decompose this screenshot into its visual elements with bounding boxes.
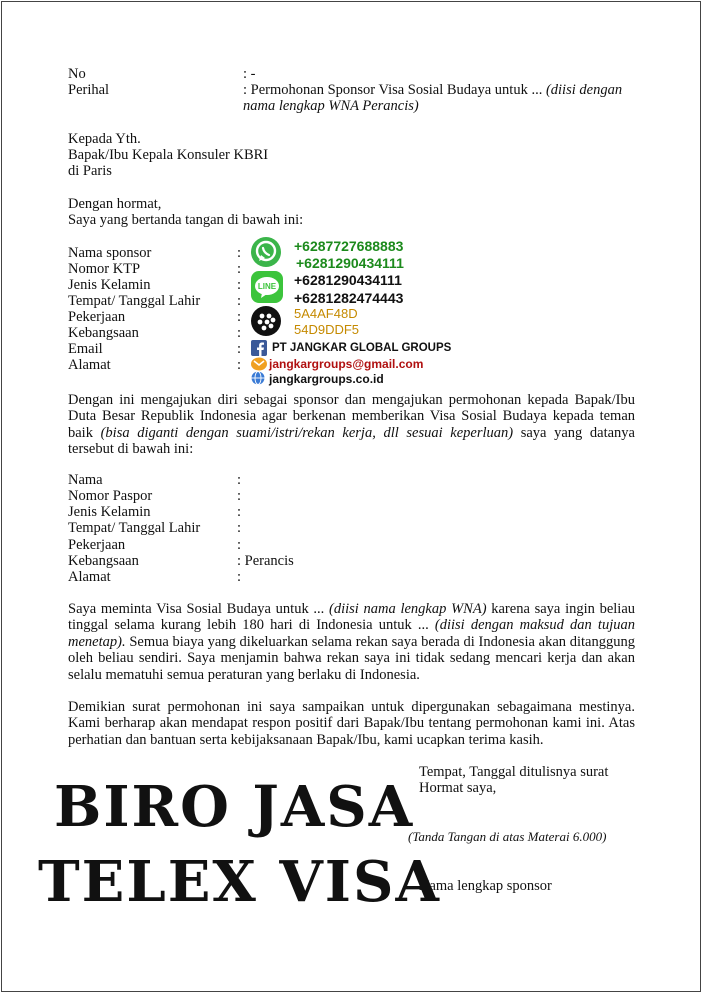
bbm-pin-2: 54D9DDF5 [294,322,360,337]
sponsor-field-label: Nomor KTP [68,261,141,277]
guest-field-label: Kebangsaan [68,553,139,569]
sponsor-field-value: : [237,261,242,277]
signature-note-text: (Tanda Tangan di atas Materai 6.000) [408,829,607,844]
paragraph-1-italic: (bisa diganti dengan suami/istri/rekan kerja, dll sesuai keperluan) [100,424,514,441]
sponsor-field-label: Pekerjaan [68,309,126,325]
recipient-line2: Bapak/Ibu Kepala Konsuler KBRI [68,147,269,163]
email-address: jangkargroups@gmail.com [269,357,424,371]
closing-place-date: Tempat, Tanggal ditulisnya surat [419,764,609,780]
sponsor-field-value: : [237,341,242,357]
guest-field-label: Alamat [68,569,111,585]
perihal-value-cont [243,98,419,114]
guest-field-label: Nomor Paspor [68,488,153,504]
whatsapp-number-1: +6287727688883 [294,238,404,254]
guest-field-label: Pekerjaan [68,537,126,553]
sponsor-field-label: Email [68,341,103,357]
recipient-line1: Kepada Yth. [68,131,141,147]
guest-field-value: : [237,472,242,488]
line-icon [250,270,284,304]
facebook-icon [251,340,267,356]
guest-field-value: : [237,504,242,520]
paragraph-2-text-b: karena saya ingin beliau tinggal selama kurang lebih 180 hari di Indonesia untuk ... [68,601,636,634]
no-label: No [68,66,86,82]
perihal-value [243,82,622,98]
watermark-line1: BIRO JASA [54,774,415,840]
website-url: jangkargroups.co.id [269,372,384,386]
globe-icon [251,371,265,385]
line-icon-text: LINE [257,282,277,291]
paragraph-3: Demikian surat permohonan ini saya sampaikan untuk dipergunakan sebagaimana mestinya. Kami berharap akan mendapat respon positif dari Bapak/Ibu tentang permohonan kami ini. Atas perhatian dan bantuan serta kebijaksanaan Bapak/Ibu, kami ucapkan terima kasih. [68,699,635,748]
guest-field-value: : [237,488,242,504]
whatsapp-number-2: +6281290434111 [296,255,404,271]
sponsor-field-label: Jenis Kelamin [68,277,151,293]
guest-field-label: Tempat/ Tanggal Lahir [68,520,201,536]
whatsapp-icon [250,236,282,268]
guest-field-label: Jenis Kelamin [68,504,151,520]
bbm-pin-1: 5A4AF48D [294,306,358,321]
sponsor-field-value: : [237,357,242,373]
sponsor-field-label: Tempat/ Tanggal Lahir [68,293,201,309]
guest-field-value: : [237,520,242,536]
paragraph-1-text-a: Dengan ini mengajukan diri sebagai sponsor dan mengajukan permohonan kepada Bapak/Ibu Duta Besar Republik Indonesia agar berkenan memberikan Visa Sosial Budaya kepada teman baik [68,392,635,441]
greeting-line2: Saya yang bertanda tangan di bawah ini: [68,212,304,228]
no-value: : - [243,66,256,82]
sponsor-field-label: Nama sponsor [68,245,152,261]
closing-regards: Hormat saya, [419,780,497,796]
paragraph-1-text-b: saya yang datanya tersebut di bawah ini: [68,424,635,458]
line-number-2: +6281282474443 [294,290,404,306]
perihal-text: : Permohonan Sponsor Visa Sosial Budaya untuk ... [243,82,543,98]
signature-note [408,829,606,845]
recipient-line3: di Paris [68,163,112,179]
perihal-italic-2: nama lengkap WNA Perancis) [243,98,419,114]
perihal-label: Perihal [68,82,110,98]
paragraph-2-text-c: Semua biaya yang dikeluarkan selama rekan saya berada di Indonesia akan ditanggung oleh beliau sendiri. Saya menjamin bahwa rekan saya ini tidak sedang mencari kerja dan akan selalu mematuhi semua peraturan yang berlaku di Indonesia. [68,633,635,683]
watermark-line2: TELEX VISA [38,849,441,915]
sponsor-field-value: : [237,277,242,293]
email-icon [251,357,267,371]
facebook-name: PT JANGKAR GLOBAL GROUPS [272,342,452,354]
perihal-italic: (diisi dengan [545,82,623,98]
blackberry-icon [250,305,282,337]
sponsor-field-label: Kebangsaan [68,325,139,341]
guest-field-label: Nama [68,472,103,488]
sponsor-name-line: Nama lengkap sponsor [419,878,552,894]
paragraph-2-italic-b: (diisi dengan maksud dan tujuan menetap). [68,617,635,650]
guest-field-value: : [237,537,242,553]
paragraph-2-text-a: Saya meminta Visa Sosial Budaya untuk ... [68,601,325,617]
sponsor-field-value: : [237,245,242,261]
paragraph-1 [68,392,635,458]
sponsor-field-value: : [237,293,242,309]
paragraph-2-italic-a: (diisi nama lengkap WNA) [329,601,487,617]
paragraph-2 [68,601,635,683]
line-number-1: +6281290434111 [294,272,402,288]
sponsor-field-value: : [237,325,242,341]
guest-field-value: : Perancis [237,553,294,569]
greeting-line1: Dengan hormat, [68,196,162,212]
sponsor-field-value: : [237,309,242,325]
guest-field-value: : [237,569,242,585]
sponsor-field-label: Alamat [68,357,111,373]
